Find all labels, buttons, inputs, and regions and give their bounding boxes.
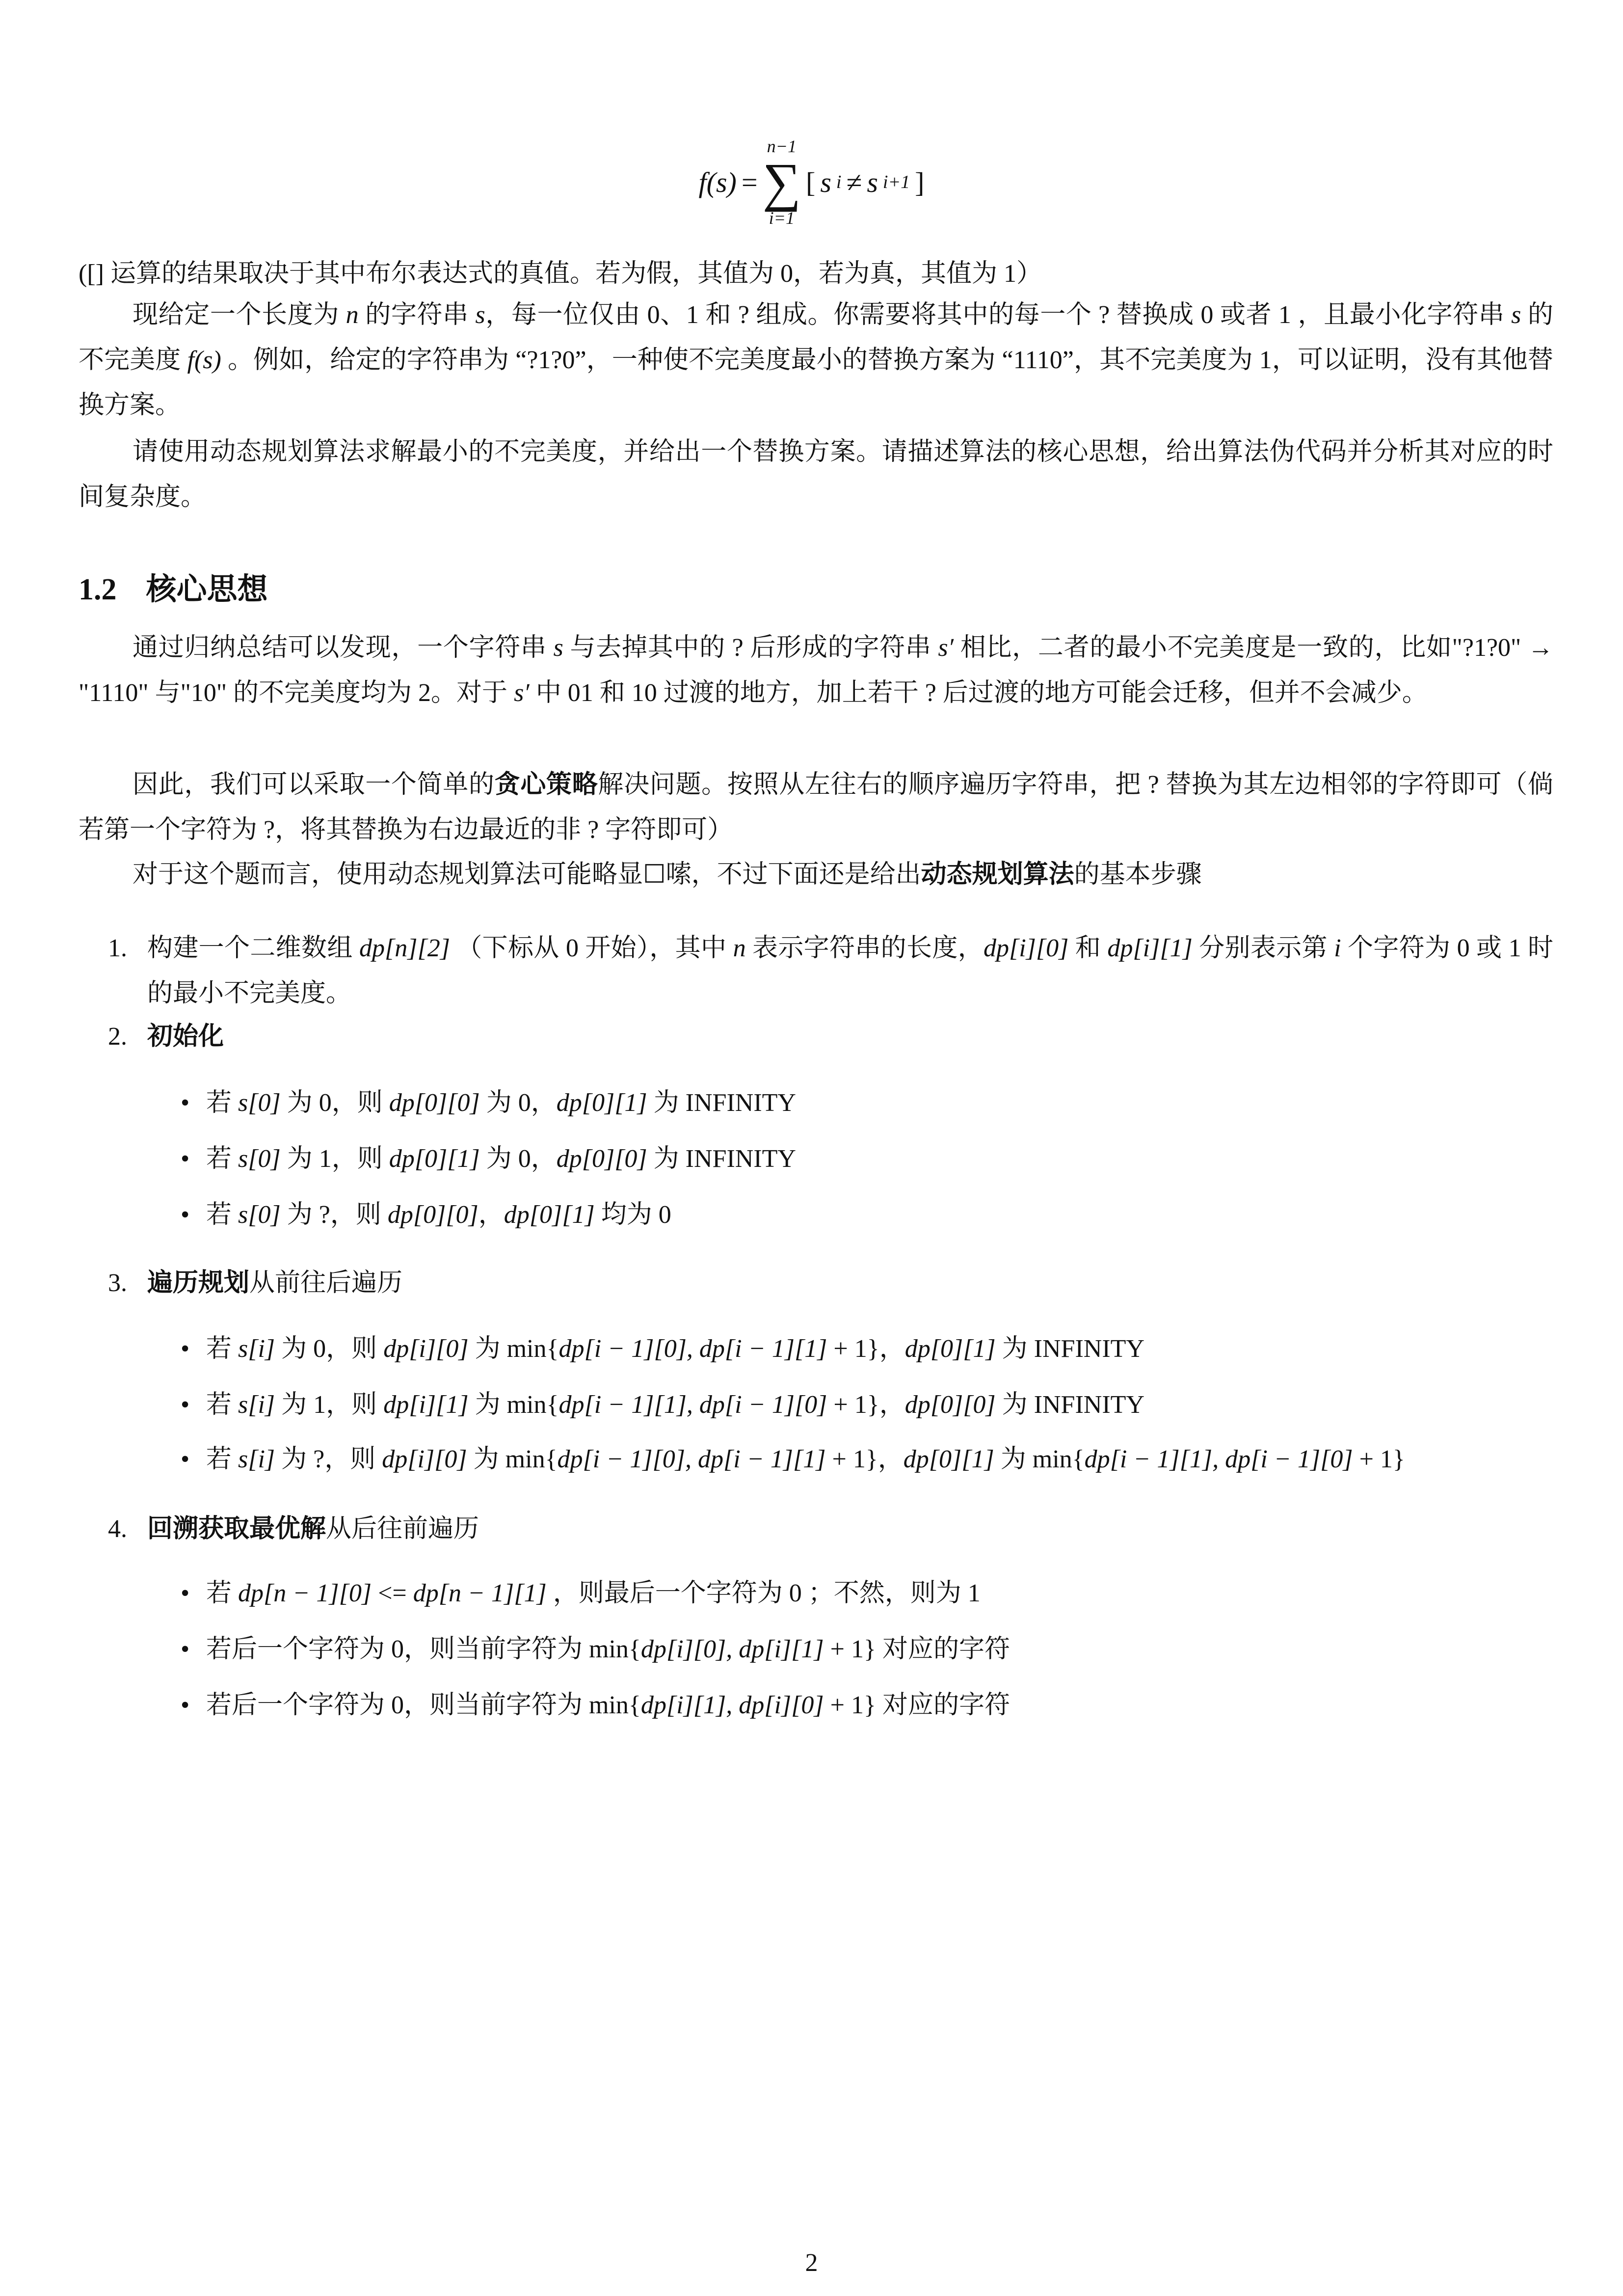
bullet-item — [181, 1192, 1553, 1238]
text-run: 为 1，则 — [280, 1145, 389, 1173]
math-expression: dp[i][1] — [383, 1391, 469, 1419]
bullet-item — [181, 1136, 1553, 1182]
math-expression: dp[i − 1][1], dp[i − 1][0] — [1084, 1445, 1353, 1473]
text-run: 从前往后遍历 — [249, 1269, 403, 1297]
text-run: 分别表示第 — [1192, 934, 1334, 962]
text-run: ， — [478, 1201, 504, 1229]
list-number: 3. — [108, 1269, 127, 1297]
text-run: + 1}， — [825, 1445, 904, 1473]
list-item — [108, 926, 1553, 1016]
text-run: + 1} 对应的字符 — [824, 1691, 1010, 1719]
paragraph — [79, 430, 1553, 520]
paragraph — [79, 762, 1553, 853]
list-number: 4. — [108, 1515, 127, 1543]
text-run: + 1} — [1353, 1445, 1405, 1473]
bullet-icon: • — [181, 1445, 190, 1473]
bracket-close: ] — [915, 166, 925, 198]
bullet-icon: • — [181, 1691, 190, 1719]
text-run: 为 1，则 — [275, 1391, 384, 1419]
section-title: 核心思想 — [146, 573, 268, 606]
text-run: 现给定一个长度为 — [133, 301, 346, 329]
math-expression: dp[0][0] — [556, 1145, 647, 1173]
text-run: 为 min{ — [467, 1445, 558, 1473]
bullet-icon: • — [181, 1145, 190, 1173]
text-run: 为 INFINITY — [647, 1089, 796, 1117]
text-run: 若 — [206, 1579, 239, 1607]
s-next: s — [867, 166, 878, 198]
bullet-item — [181, 1683, 1553, 1728]
text-run: 若 — [206, 1089, 239, 1117]
bracket-open: [ — [806, 166, 816, 198]
section-heading — [79, 565, 297, 608]
text-run: 的字符串 — [358, 301, 476, 329]
bold-text: 回溯获取最优解 — [147, 1515, 326, 1543]
list-item — [108, 1014, 1553, 1059]
bullet-item — [181, 1080, 1553, 1126]
text-run: 若 — [206, 1391, 239, 1419]
text-run: 解决问题。按照从左往右的顺序遍历字符串，把 ? 替换为其左边相邻的字符即可（倘若第一个字符为 ?，将其替换为右边最近的非 ? 字符即可） — [79, 771, 1553, 844]
page-number: 2 — [805, 2249, 818, 2277]
bullet-icon: • — [181, 1089, 190, 1117]
text-run: 为 0， — [479, 1145, 557, 1173]
math-expression: dp[n][2] — [359, 934, 450, 962]
bullet-icon: • — [181, 1335, 190, 1363]
bullet-item — [181, 1382, 1553, 1428]
text-run: 为 INFINITY — [647, 1145, 796, 1173]
text-run: 通过归纳总结可以发现，一个字符串 — [133, 634, 554, 662]
math-expression: dp[0][1] — [903, 1445, 994, 1473]
math-expression: dp[i][1] — [1107, 934, 1193, 962]
bold-text: 动态规划算法 — [921, 861, 1074, 889]
summation — [763, 137, 801, 227]
math-expression: dp[i][1], dp[i][0] — [640, 1691, 824, 1719]
math-expression: dp[0][1] — [556, 1089, 647, 1117]
text-run: 为 INFINITY — [995, 1335, 1144, 1363]
math-expression: s[0] — [238, 1145, 281, 1173]
math-expression: s[0] — [238, 1201, 281, 1229]
formula-lhs: f(s) — [698, 166, 737, 198]
math-expression: dp[0][1] — [504, 1201, 595, 1229]
bold-text: 贪心策略 — [494, 771, 598, 799]
text-run: 与去掉其中的 ? 后形成的字符串 — [563, 634, 938, 662]
math-expression: dp[n − 1][1] — [413, 1579, 547, 1607]
math-expression: dp[0][1] — [905, 1335, 996, 1363]
math-expression: dp[i − 1][0], dp[i − 1][1] — [557, 1445, 826, 1473]
next-sub: i+1 — [882, 172, 910, 192]
math-expression: dp[i][0], dp[i][1] — [640, 1635, 824, 1663]
sum-symbol: ∑ — [762, 152, 801, 212]
math-expression: s[i] — [238, 1391, 275, 1419]
math-expression: s — [553, 634, 563, 662]
list-number: 2. — [108, 1023, 127, 1051]
text-run: 请使用动态规划算法求解最小的不完美度，并给出一个替换方案。请描述算法的核心思想，给出算法伪代码并分析其对应的时间复杂度。 — [79, 438, 1553, 511]
math-expression: n — [346, 301, 359, 329]
sum-upper: n−1 — [767, 136, 797, 156]
math-expression: s — [475, 301, 485, 329]
math-expression: s[i] — [238, 1335, 275, 1363]
math-expression: dp[i][0] — [382, 1445, 467, 1473]
text-run: 若 — [206, 1335, 239, 1363]
math-expression: dp[i − 1][1], dp[i − 1][0] — [559, 1391, 827, 1419]
text-run: + 1} 对应的字符 — [824, 1635, 1010, 1663]
text-run: 为 0，则 — [280, 1089, 389, 1117]
bullet-item — [181, 1627, 1553, 1672]
text-run: ，则最后一个字符为 0 ；不然，则为 1 — [546, 1579, 981, 1607]
text-run: 构建一个二维数组 — [147, 934, 360, 962]
math-expression: dp[0][0] — [905, 1391, 996, 1419]
text-run: 若 — [206, 1145, 239, 1173]
neq: ≠ — [846, 166, 862, 198]
math-expression: dp[i][0] — [984, 934, 1069, 962]
sum-lower: i=1 — [769, 208, 795, 228]
section-number: 1.2 — [79, 573, 117, 606]
text-run: 为 0， — [479, 1089, 557, 1117]
math-expression: dp[0][1] — [389, 1145, 480, 1173]
list-item — [108, 1261, 1553, 1306]
formula-eq: = — [741, 166, 758, 198]
bullet-icon: • — [181, 1201, 190, 1229]
text-run: + 1}， — [827, 1335, 905, 1363]
bullet-icon: • — [181, 1391, 190, 1419]
text-run: 若后一个字符为 0，则当前字符为 min{ — [206, 1635, 641, 1663]
bullet-icon: • — [181, 1635, 190, 1663]
text-run: 为 min{ — [994, 1445, 1085, 1473]
text-run: 为 ?，则 — [275, 1445, 382, 1473]
bullet-item — [181, 1571, 1553, 1616]
paragraph — [79, 625, 1553, 716]
text-run: 。例如，给定的字符串为 “?1?0”，一种使不完美度最小的替换方案为 “1110”，其不完美度为 1，可以证明，没有其他替换方案。 — [79, 346, 1553, 419]
text-run: 若后一个字符为 0，则当前字符为 min{ — [206, 1691, 641, 1719]
math-expression: s′ — [514, 679, 530, 707]
text-run: 表示字符串的长度， — [745, 934, 984, 962]
math-expression: dp[i][0] — [383, 1335, 469, 1363]
paragraph — [79, 293, 1553, 428]
math-expression: n — [733, 934, 746, 962]
paragraph — [79, 852, 1553, 897]
paragraph — [79, 251, 1553, 297]
list-number: 1. — [108, 934, 127, 962]
text-run: 若 — [206, 1445, 239, 1473]
math-expression: dp[0][0] — [387, 1201, 479, 1229]
text-run: 个字符为 0 或 1 时的最小不完美度。 — [147, 934, 1553, 1007]
math-expression: f(s) — [187, 346, 221, 374]
text-run: 若 — [206, 1201, 239, 1229]
text-run: ([] 运算的结果取决于其中布尔表达式的真值。若为假，其值为 0，若为真，其值为 1） — [79, 260, 1042, 288]
math-expression: dp[0][0] — [389, 1089, 480, 1117]
math-expression: i — [1334, 934, 1341, 962]
bullet-item — [181, 1326, 1553, 1372]
text-run: 为 min{ — [468, 1335, 559, 1363]
list-item — [108, 1507, 1553, 1552]
text-run: 均为 0 — [594, 1201, 671, 1229]
math-expression: s[0] — [238, 1089, 281, 1117]
math-expression: dp[n − 1][0] — [238, 1579, 372, 1607]
math-expression: s′ — [938, 634, 954, 662]
text-run: 对于这个题而言，使用动态规划算法可能略显☐嗦，不过下面还是给出 — [133, 861, 921, 889]
bold-text: 初始化 — [147, 1023, 224, 1051]
text-run: 为 INFINITY — [995, 1391, 1144, 1419]
text-run: ，每一位仅由 0、1 和 ? 组成。你需要将其中的每一个 ? 替换成 0 或者 1 ，且最小化字符串 — [485, 301, 1512, 329]
text-run: 的不完美度 — [79, 301, 1553, 374]
text-run: 为 0，则 — [275, 1335, 384, 1363]
text-run: 的基本步骤 — [1074, 861, 1202, 889]
bullet-item — [181, 1437, 1553, 1482]
text-run: 为 min{ — [468, 1391, 559, 1419]
text-run: <= — [372, 1579, 413, 1607]
text-run: + 1}， — [827, 1391, 905, 1419]
text-run: 相比，二者的最小不完美度是一致的，比如"?1?0" → "1110" 与"10" 的不完美度均为 2。对于 — [79, 634, 1553, 707]
text-run: 从后往前遍历 — [326, 1515, 479, 1543]
bold-text: 遍历规划 — [147, 1269, 250, 1297]
math-expression: s — [1511, 301, 1521, 329]
i-sub: i — [836, 172, 842, 192]
text-run: （下标从 0 开始），其中 — [450, 934, 733, 962]
formula-block — [0, 137, 1623, 245]
text-run: 和 — [1068, 934, 1108, 962]
math-expression: dp[i − 1][0], dp[i − 1][1] — [559, 1335, 827, 1363]
text-run: 为 ?，则 — [280, 1201, 388, 1229]
s-i: s — [820, 166, 831, 198]
text-run: 因此，我们可以采取一个简单的 — [133, 771, 495, 799]
bullet-icon: • — [181, 1579, 190, 1607]
text-run: 中 01 和 10 过渡的地方，加上若干 ? 后过渡的地方可能会迁移，但并不会减少。 — [529, 679, 1428, 707]
math-expression: s[i] — [238, 1445, 275, 1473]
